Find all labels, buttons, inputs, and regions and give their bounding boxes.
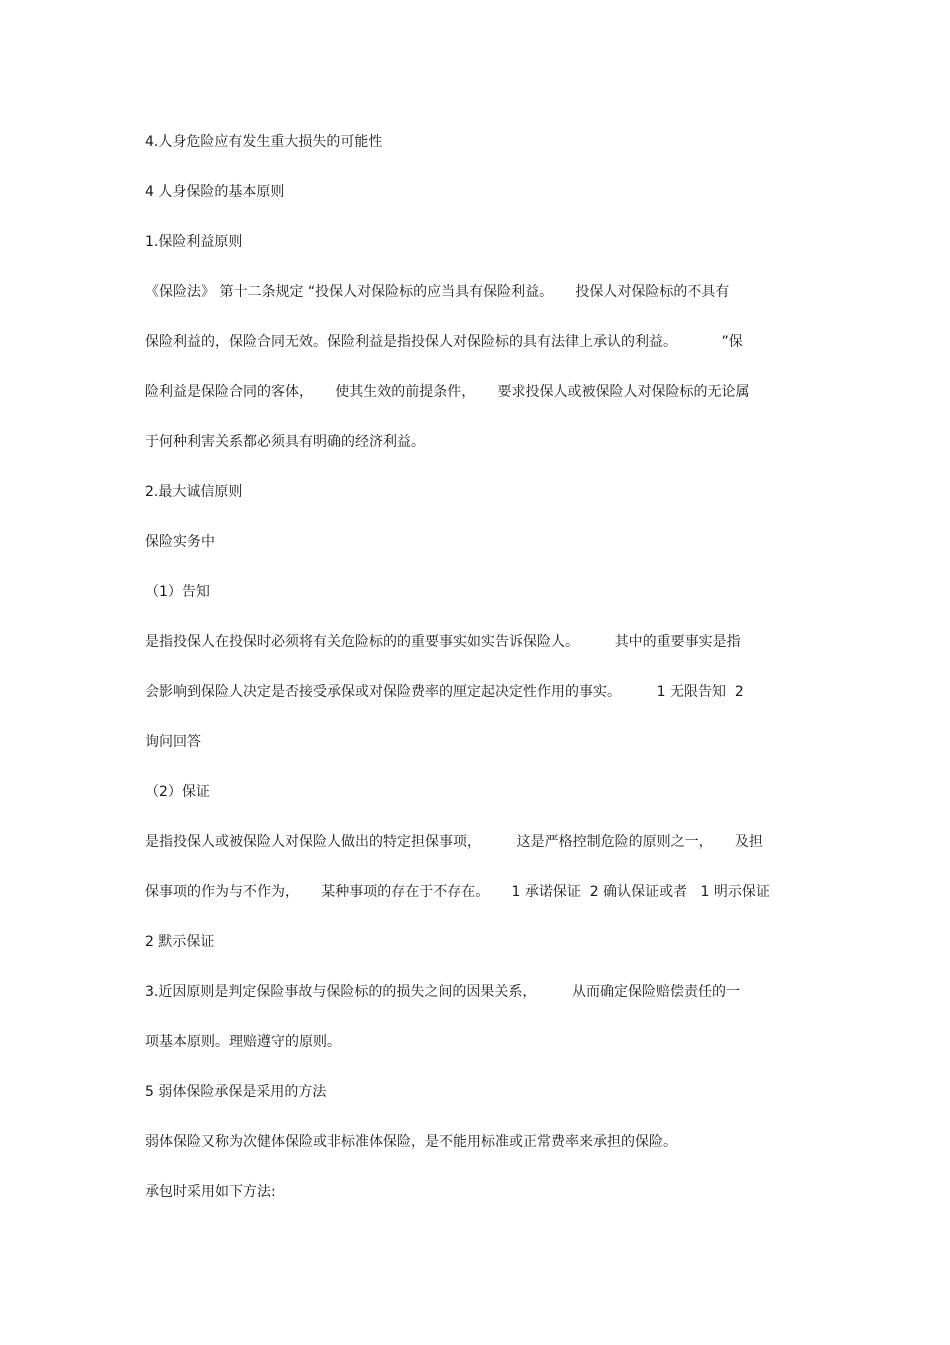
text-line: 保事项的作为与不作为， 某种事项的存在于不存在。 1 承诺保证 2 确认保证或者 1 明示保证 — [145, 884, 770, 900]
text-line: 承包时采用如下方法: — [145, 1184, 276, 1200]
section-heading: 5 弱体保险承保是采用的方法 — [145, 1084, 327, 1100]
text-line: 弱体保险又称为次健体保险或非标准体保险，是不能用标准或正常费率来承担的保险。 — [145, 1134, 677, 1150]
text-line: 保险利益的，保险合同无效。保险利益是指投保人对保险标的具有法律上承认的利益。 ”保 — [145, 334, 743, 350]
text-line: 2 默示保证 — [145, 934, 215, 950]
list-item-heading: （1）告知 — [145, 584, 210, 600]
text-line: 保险实务中 — [145, 534, 215, 550]
subsection-heading: 2.最大诚信原则 — [145, 484, 243, 500]
list-item-heading: （2）保证 — [145, 784, 210, 800]
subsection-heading: 1.保险利益原则 — [145, 234, 243, 250]
text-line: 项基本原则。理赔遵守的原则。 — [145, 1034, 341, 1050]
text-line: 是指投保人或被保险人对保险人做出的特定担保事项， 这是严格控制危险的原则之一， 及担 — [145, 834, 763, 850]
text-line: 于何种利害关系都必须具有明确的经济利益。 — [145, 434, 425, 450]
text-line: 询问回答 — [145, 734, 201, 750]
text-line: 《保险法》 第十二条规定 “投保人对保险标的应当具有保险利益。 投保人对保险标的不具有 — [145, 284, 730, 300]
text-line: 3.近因原则是判定保险事故与保险标的的损失之间的因果关系， 从而确定保险赔偿责任的一 — [145, 984, 740, 1000]
text-line: 是指投保人在投保时必须将有关危险标的的重要事实如实告诉保险人。 其中的重要事实是指 — [145, 634, 741, 650]
section-heading: 4 人身保险的基本原则 — [145, 184, 285, 200]
text-line: 4.人身危险应有发生重大损失的可能性 — [145, 134, 383, 150]
text-line: 险利益是保险合同的客体， 使其生效的前提条件， 要求投保人或被保险人对保险标的无论属 — [145, 384, 750, 400]
text-line: 会影响到保险人决定是否接受承保或对保险费率的厘定起决定性作用的事实。 1 无限告知 2 — [145, 684, 744, 700]
